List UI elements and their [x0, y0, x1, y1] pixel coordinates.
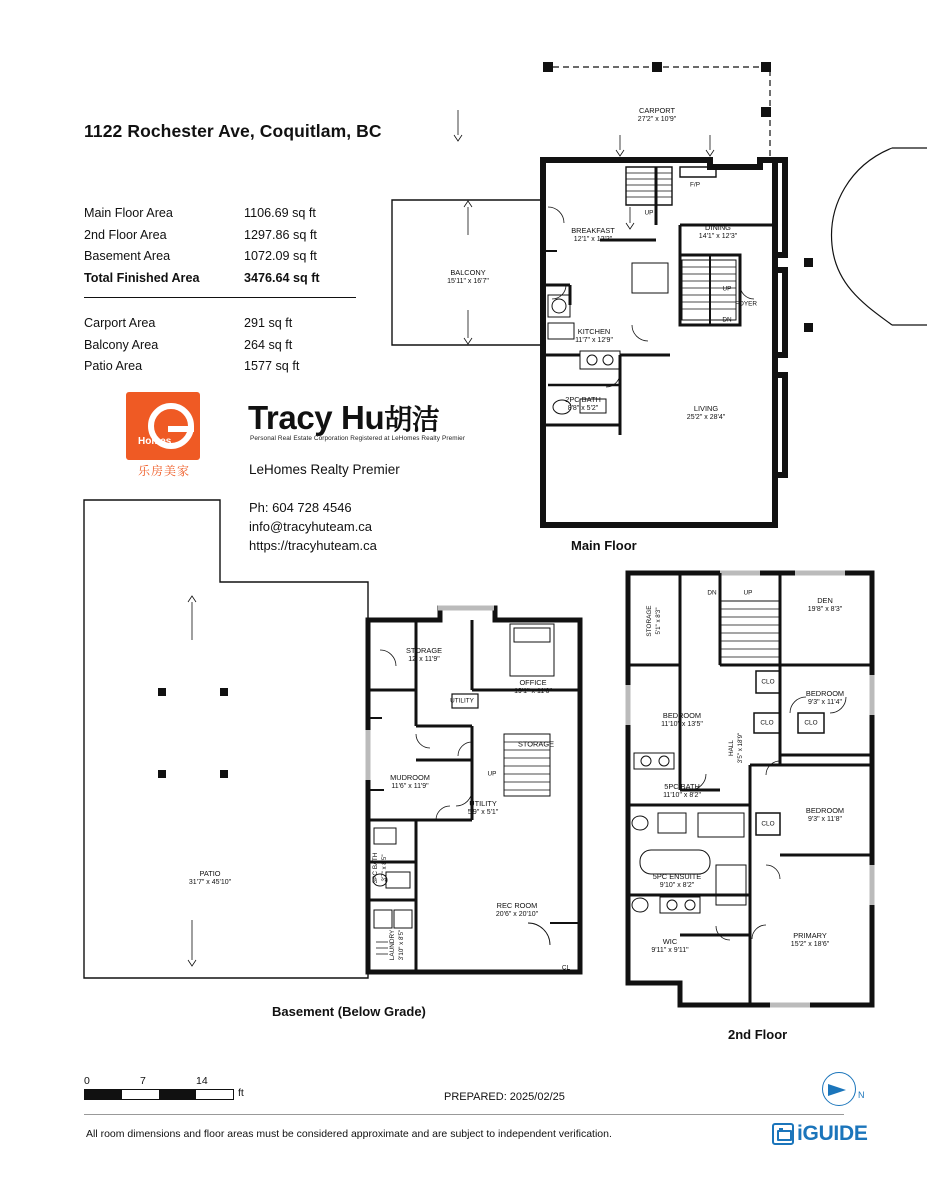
area-label: 2nd Floor Area: [84, 227, 167, 242]
area-label: Balcony Area: [84, 337, 159, 352]
area-label: Basement Area: [84, 249, 171, 263]
table-row: [84, 203, 356, 225]
page-title: 1122 Rochester Ave, Coquitlam, BC: [84, 121, 382, 141]
room-label-storage-bsmt-1: STORAGE 12' x 11'9": [405, 646, 443, 663]
iguide-logo: [772, 1122, 868, 1146]
area-value: 3476.64 sq ft: [244, 270, 320, 285]
extra-area-table: [84, 313, 356, 378]
room-label-dn-foyer: DN: [722, 316, 732, 324]
area-value: 264 sq ft: [244, 337, 293, 352]
area-value: 1577 sq ft: [244, 359, 300, 373]
room-label-fireplace: F/P: [690, 181, 700, 189]
room-label-5pc-bath: 5PC BATH 11'10" x 8'2": [663, 782, 701, 799]
room-label-clo-2: CLO: [760, 719, 774, 727]
divider: [84, 297, 356, 298]
scale-bar: [84, 1075, 234, 1100]
room-label-up-2nd: UP: [743, 589, 753, 597]
basement-plan: [80, 490, 600, 990]
room-label-utility-box: UTILITY: [450, 697, 474, 705]
footer-divider: [84, 1114, 844, 1115]
prepared-date: PREPARED: 2025/02/25: [444, 1091, 565, 1103]
disclaimer-text: All room dimensions and floor areas must be considered approximate and are subject to independent verification.: [86, 1128, 612, 1140]
scale-tick-0: 0: [84, 1075, 90, 1087]
area-value: 1106.69 sq ft: [244, 206, 316, 220]
room-label-breakfast: BREAKFAST 12'1" x 12'2": [571, 226, 615, 243]
room-label-up-foyer: UP: [722, 285, 732, 293]
compass-rose: [818, 1070, 872, 1110]
table-row: [84, 356, 356, 378]
area-value: 1072.09 sq ft: [244, 249, 317, 263]
room-label-hall: HALL 3'5" x 18'9": [728, 732, 744, 764]
table-row: [84, 246, 356, 268]
caption-basement: Basement (Below Grade): [272, 1004, 426, 1019]
room-label-laundry: LAUNDRY 3'10" x 8'5": [389, 929, 405, 961]
room-label-kitchen: KITCHEN 11'7" x 12'9": [575, 327, 613, 344]
table-row: [84, 313, 356, 335]
room-label-rec-room: REC ROOM 20'6" x 20'10": [495, 901, 539, 918]
room-label-bedroom-3: BEDROOM 9'3" x 11'8": [805, 806, 845, 823]
room-label-clo-3: CLO: [804, 719, 818, 727]
area-label: Carport Area: [84, 316, 156, 330]
caption-second-floor: 2nd Floor: [728, 1027, 788, 1042]
room-label-living: LIVING 25'2" x 28'4": [686, 404, 726, 421]
room-label-office: OFFICE 19'1" x 11'6": [514, 678, 552, 695]
room-label-5pc-ensuite: 5PC ENSUITE 9'10" x 8'2": [652, 872, 702, 889]
room-label-3pc-bath: 3PC BATH 3'7" x 8'5": [372, 852, 388, 884]
room-label-foyer: FOYER: [734, 300, 758, 308]
agent-subtitle: Personal Real Estate Corporation Registered at LeHomes Realty Premier: [250, 435, 466, 442]
room-label-primary: PRIMARY 15'2" x 18'6": [790, 931, 830, 948]
brokerage-name: LeHomes Realty Premier: [249, 462, 400, 477]
room-label-carport: CARPORT 27'2" x 10'9": [637, 106, 677, 123]
scale-ticks: [84, 1075, 234, 1089]
room-label-up-main: UP: [644, 209, 654, 217]
agent-website[interactable]: https://tracyhuteam.ca: [249, 538, 377, 553]
room-label-balcony: BALCONY 15'11" x 16'7": [447, 268, 489, 285]
main-floor-drawing: [380, 55, 927, 535]
room-label-dining: DINING 14'1" x 12'3": [698, 223, 738, 240]
room-label-mudroom: MUDROOM 11'6" x 11'9": [390, 773, 430, 790]
second-floor-plan: [620, 565, 880, 1015]
room-label-2pc-bath: 2PC BATH 8'8" x 5'2": [565, 395, 601, 412]
logo-chinese-text: 乐房美家: [137, 464, 190, 478]
caption-main-floor: Main Floor: [571, 538, 637, 553]
room-label-clo-1: CLO: [761, 678, 775, 686]
room-label-storage-2nd: STORAGE 5'1" x 8'3": [646, 605, 662, 637]
room-label-utility: UTILITY 5'9" x 5'1": [467, 799, 499, 816]
room-label-storage-bsmt-2: STORAGE: [517, 739, 555, 749]
agent-name-chinese: 胡洁: [384, 404, 440, 435]
scale-bar-graphic: [84, 1089, 234, 1100]
scale-unit: ft: [238, 1087, 244, 1099]
room-label-up-bsmt: UP: [487, 770, 497, 778]
area-label: Patio Area: [84, 359, 143, 373]
room-label-den: DEN 19'8" x 8'3": [807, 596, 843, 613]
room-label-dn-2nd: DN: [707, 589, 717, 597]
agent-email[interactable]: info@tracyhuteam.ca: [249, 519, 373, 534]
room-label-patio: PATIO 31'7" x 45'10": [188, 869, 232, 886]
scale-tick-2: 14: [196, 1075, 208, 1087]
room-label-wic: WIC 9'11" x 9'11": [651, 937, 689, 954]
area-value: 291 sq ft: [244, 316, 293, 330]
table-row: [84, 335, 356, 357]
logo-square: [126, 392, 200, 460]
room-label-bedroom-2: BEDROOM 9'3" x 11'4": [805, 689, 845, 706]
iguide-wordmark: iGUIDE: [797, 1122, 868, 1145]
agent-phone: Ph: 604 728 4546: [249, 500, 352, 515]
main-floor-plan: [380, 55, 927, 535]
scale-tick-1: 7: [140, 1075, 146, 1087]
area-summary-table: [84, 203, 356, 289]
room-label-bedroom-1: BEDROOM 11'10" x 13'5": [661, 711, 703, 728]
room-label-clo-4: CLO: [761, 820, 775, 828]
area-label: Total Finished Area: [84, 270, 200, 285]
logo-wordmark: Homes: [138, 436, 172, 447]
lehomes-logo: [118, 392, 210, 484]
area-value: 1297.86 sq ft: [244, 227, 317, 242]
room-label-cl: CL: [561, 964, 571, 972]
table-row-total: [84, 268, 356, 290]
agent-name-latin: Tracy Hu: [248, 399, 385, 436]
table-row: [84, 225, 356, 247]
iguide-camera-icon: [772, 1123, 794, 1145]
compass-north-label: N: [858, 1090, 865, 1100]
area-label: Main Floor Area: [84, 206, 173, 220]
compass-needle-icon: [828, 1084, 846, 1096]
